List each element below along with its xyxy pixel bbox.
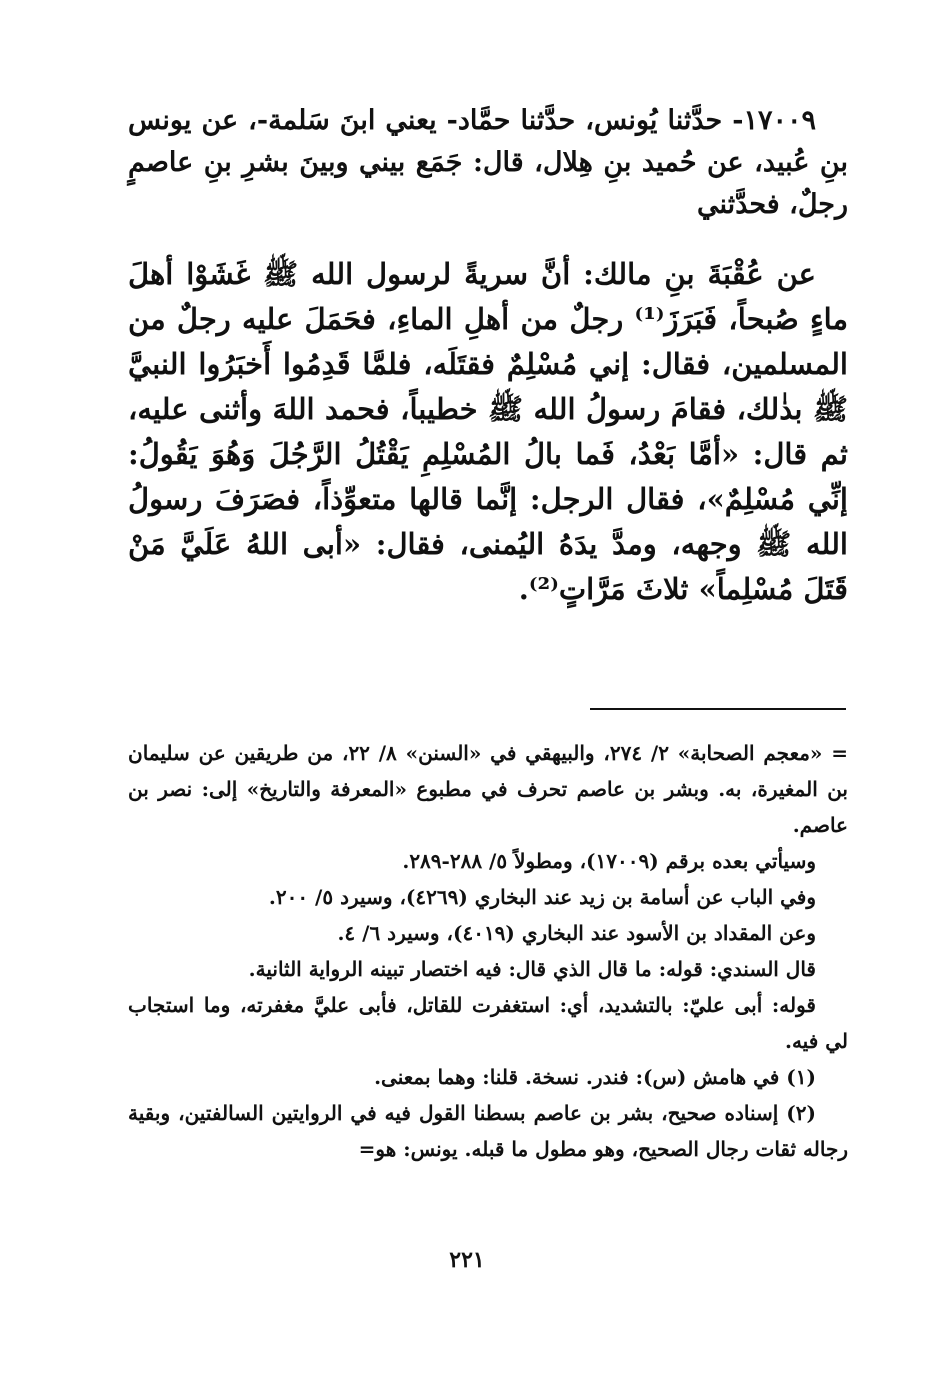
footnote-paragraph: = «معجم الصحابة» ٢/ ٢٧٤، والبيهقي في «السنن» ٨/ ٢٢، من طريقين عن سليمان بن المغيرة، به. وبشر بن عاصم تحرف في مطبوع «المعرفة والتاريخ» إلى: نصر بن عاصم. bbox=[128, 741, 848, 837]
footnote-divider bbox=[590, 708, 846, 710]
footnote-paragraph: قوله: أبى عليّ: بالتشديد، أي: استغفرت للقاتل، فأبى عليَّ مغفرته، وما استجاب لي فيه. bbox=[128, 993, 848, 1053]
page-number: ٢٢١ bbox=[449, 1247, 485, 1273]
footnote-2: (٢) إسناده صحيح، بشر بن عاصم بسطنا القول فيه في الروايتين السالفتين، وبقية رجاله ثقات رجال الصحيح، وهو مطول ما قبله. يونس: هو= bbox=[128, 1101, 848, 1161]
footnote-paragraph: قال السندي: قوله: ما قال الذي قال: فيه اختصار تبينه الرواية الثانية. bbox=[248, 957, 816, 981]
footnote-1: (١) في هامش (س): فندر. نسخة. قلنا: وهما بمعنى. bbox=[374, 1065, 816, 1089]
footnotes bbox=[128, 735, 848, 1167]
footnote-paragraph: وسيأتي بعده برقم (١٧٠٠٩)، ومطولاً ٥/ ٢٨٨-٢٨٩. bbox=[402, 849, 816, 873]
footnote-paragraph: وعن المقداد بن الأسود عند البخاري (٤٠١٩)، وسيرد ٦/ ٤. bbox=[337, 921, 816, 945]
footnote-paragraph: وفي الباب عن أسامة بن زيد عند البخاري (٤٢٦٩)، وسيرد ٥/ ٢٠٠. bbox=[268, 885, 816, 909]
hadith-isnad bbox=[128, 100, 848, 226]
hadith-matn bbox=[128, 252, 848, 612]
hadith-body-text: عن عُقْبَةَ بنِ مالك: أنَّ سريةً لرسول الله ﷺ غَشَوْا أهلَ ماءٍ صُبحاً، فَبَرَزَ⁽¹⁾ رجلٌ من أهلِ الماءِ، فحَمَلَ عليه رجلٌ من المسلمين، فقال: إني مُسْلِمٌ فقتَلَه، فلمَّا قَدِمُوا أَخبَرُوا النبيَّ ﷺ بذٰلك، فقامَ رسولُ الله ﷺ خطيباً، فحمد اللهَ وأثنى عليه، ثم قال: «أمَّا بَعْدُ، فَما بالُ المُسْلِمِ يَقْتُلُ الرَّجُلَ وَهُوَ يَقُولُ: إنِّي مُسْلِمٌ»، فقال الرجل: إنَّما قالها متعوِّذاً، فصَرَفَ رسولُ الله ﷺ وجهه، ومدَّ يدَهُ اليُمنى، فقال: «أبى اللهُ عَلَيَّ مَنْ قَتَلَ مُسْلِماً» ثلاثَ مَرَّاتٍ⁽²⁾. bbox=[128, 257, 848, 606]
hadith-header-text: ١٧٠٠٩- حدَّثنا يُونس، حدَّثنا حمَّاد- يعني ابنَ سَلمة-، عن يونس بنِ عُبيد، عن حُميد بنِ هِلال، قال: جَمَع بيني وبينَ بشرِ بنِ عاصمٍ رجلٌ، فحدَّثني bbox=[128, 105, 848, 220]
